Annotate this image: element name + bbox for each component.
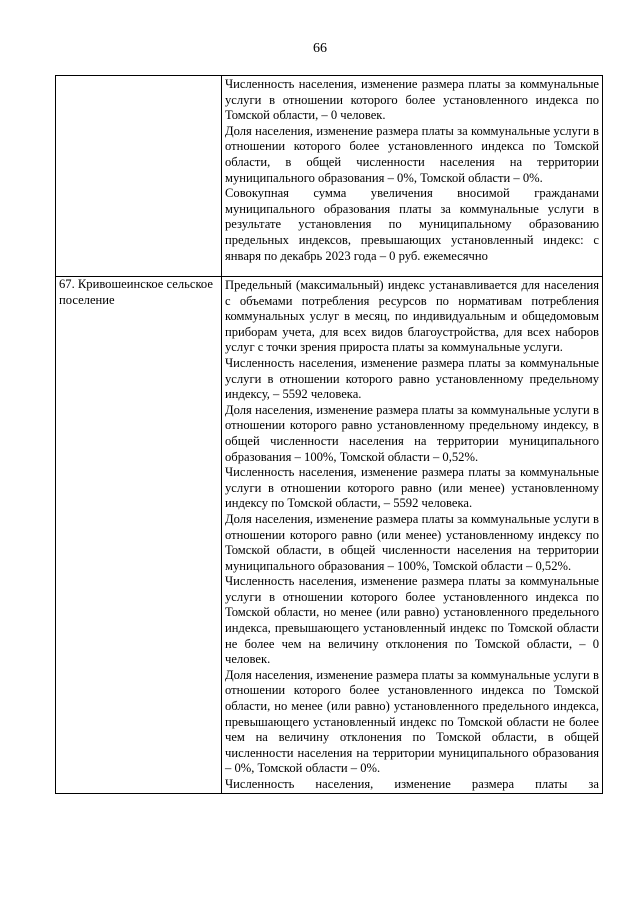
- municipality-cell: [56, 76, 222, 277]
- paragraph: Численность населения, изменение размера платы за коммунальные услуги в отношении которого более установленного индекса по Томской области, – 0 человек.: [225, 77, 599, 123]
- paragraph: Совокупная сумма увеличения вносимой гражданами муниципального образования платы за коммунальные услуги в результате установления по муниципальному образованию предельных индексов, превышающих установленный индекс: с января по декабрь 2023 года – 0 руб. ежемесячно: [225, 186, 599, 263]
- municipality-index-table: [55, 75, 603, 794]
- paragraph: Численность населения, изменение размера платы за коммунальные услуги в отношении которого более установленного индекса по Томской области, но менее (или равно) установленного предельного индекса, превышающего установленный индекс по Томской области не более чем на величину отклонения по Томской области, – 0 человек.: [225, 574, 599, 667]
- paragraph: Доля населения, изменение размера платы за коммунальные услуги в отношении которого более установленного индекса по Томской области, в общей численности населения на территории муниципального образования – 0%, Томской области – 0%.: [225, 123, 599, 185]
- municipality-cell: 67. Кривошеинское сельское поселение: [56, 277, 222, 794]
- description-cell: [222, 277, 603, 794]
- paragraph: Доля населения, изменение размера платы за коммунальные услуги в отношении которого более установленного индекса по Томской области, но менее (или равно) установленного предельного индекса, превышающего установленный индекс по Томской области не более чем на величину отклонения по Томской области, в общей численности населения на территории муниципального образования – 0%, Томской области – 0%.: [225, 667, 599, 776]
- paragraph: Предельный (максимальный) индекс устанавливается для населения с объемами потребления ресурсов по нормативам потребления коммунальных услуг в месяц, по индивидуальным и общедомовым приборам учета, для всех видов благоустройства, для всех наборов услуг с точки зрения прироста платы за коммунальные услуги.: [225, 278, 599, 355]
- table-row: [56, 76, 603, 277]
- paragraph: Численность населения, изменение размера платы за: [225, 777, 599, 791]
- table-row: [56, 277, 603, 794]
- paragraph: Доля населения, изменение размера платы за коммунальные услуги в отношении которого равно установленному предельному индексу, в общей численности населения на территории муниципального образования – 100%, Томской области – 0,52%.: [225, 402, 599, 464]
- paragraph: Численность населения, изменение размера платы за коммунальные услуги в отношении которого равно установленному предельному индексу, – 5592 человека.: [225, 355, 599, 402]
- paragraph: Численность населения, изменение размера платы за коммунальные услуги в отношении которого равно (или менее) установленному индексу по Томской области, – 5592 человека.: [225, 465, 599, 511]
- page-number: 66: [313, 41, 327, 56]
- paragraph: Доля населения, изменение размера платы за коммунальные услуги в отношении которого равно (или менее) установленному индексу по Томской области, в общей численности населения на территории муниципального образования – 100%, Томской области – 0,52%.: [225, 511, 599, 573]
- description-cell: [222, 76, 603, 277]
